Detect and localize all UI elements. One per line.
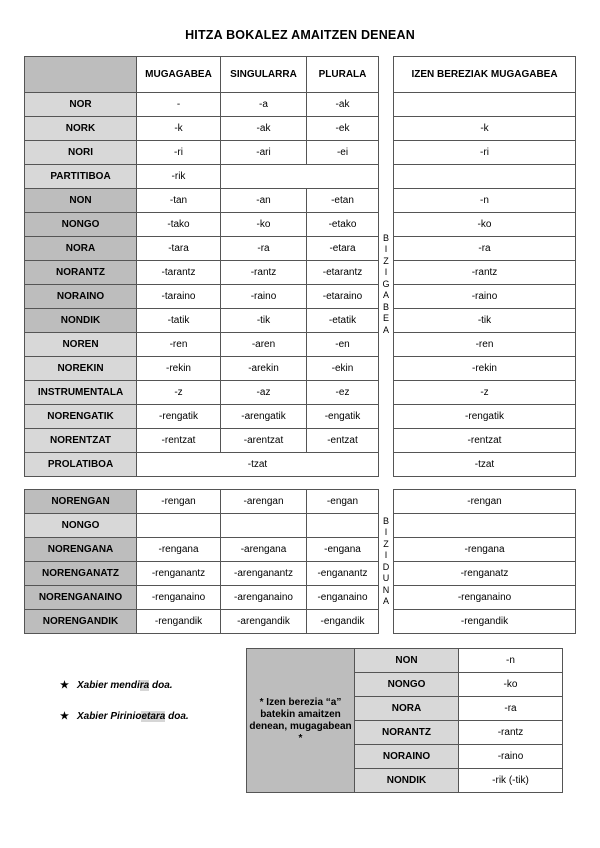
izen-bereziak-cell: -ko (394, 213, 576, 237)
singularra-cell: -arengana (221, 538, 307, 562)
izen-bereziak-cell: -rengatik (394, 405, 576, 429)
case-label: NOREN (25, 333, 137, 357)
case-label: NONGO (355, 673, 459, 697)
singularra-cell: -raino (221, 285, 307, 309)
header-plurala: PLURALA (307, 57, 379, 93)
star-icon: ★ (60, 680, 69, 691)
case-label: NORENGANA (25, 538, 137, 562)
table-row (25, 357, 576, 381)
table-row (247, 649, 563, 673)
declension-table-bizigabea (24, 56, 576, 477)
izen-bereziak-cell: -ren (394, 333, 576, 357)
vertical-letter: I (384, 244, 388, 255)
singularra-cell (221, 514, 307, 538)
mugagabea-cell: -tan (137, 189, 221, 213)
mugagabea-cell: -rik (137, 165, 221, 189)
izen-bereziak-cell: -raino (394, 285, 576, 309)
header-singularra: SINGULARRA (221, 57, 307, 93)
plurala-cell: -entzat (307, 429, 379, 453)
mugagabea-cell: -rentzat (137, 429, 221, 453)
izen-bereziak-cell: -z (394, 381, 576, 405)
case-label: NORAINO (355, 745, 459, 769)
case-label: NORAINO (25, 285, 137, 309)
star-icon: ★ (60, 711, 69, 722)
izen-bereziak-cell: -renganaino (394, 586, 576, 610)
case-label: NOREKIN (25, 357, 137, 381)
mugagabea-cell: -tara (137, 237, 221, 261)
header-row (25, 57, 576, 93)
izen-bereziak-cell: -ra (394, 237, 576, 261)
mugagabea-cell: -tarantz (137, 261, 221, 285)
izen-bereziak-cell: -rentzat (394, 429, 576, 453)
vertical-letter: Z (383, 538, 389, 549)
value-cell: -rantz (459, 721, 563, 745)
mugagabea-cell: -rengana (137, 538, 221, 562)
header-corner (25, 57, 137, 93)
izen-bereziak-cell (394, 93, 576, 117)
mugagabea-cell (137, 514, 221, 538)
singularra-cell: -arengan (221, 490, 307, 514)
table-row (25, 514, 576, 538)
table-row (25, 538, 576, 562)
table-row (25, 381, 576, 405)
mugagabea-cell: -tatik (137, 309, 221, 333)
case-label: NORENGANAINO (25, 586, 137, 610)
plurala-cell: -etara (307, 237, 379, 261)
mugagabea-cell: -ri (137, 141, 221, 165)
singularra-cell: -ari (221, 141, 307, 165)
table-row (25, 453, 576, 477)
value-cell: -raino (459, 745, 563, 769)
singularra-cell: -ko (221, 213, 307, 237)
singularra-cell: -arengatik (221, 405, 307, 429)
izen-bereziak-cell: -k (394, 117, 576, 141)
table-row (25, 309, 576, 333)
plurala-cell: -etatik (307, 309, 379, 333)
value-cell: -ko (459, 673, 563, 697)
empty-cell (221, 165, 379, 189)
case-label: NON (355, 649, 459, 673)
mugagabea-cell: -taraino (137, 285, 221, 309)
case-label: PROLATIBOA (25, 453, 137, 477)
izen-bereziak-cell: -rantz (394, 261, 576, 285)
table-row (25, 93, 576, 117)
plurala-cell: -etako (307, 213, 379, 237)
plurala-cell: -ek (307, 117, 379, 141)
value-cell: -ra (459, 697, 563, 721)
singularra-cell: -ra (221, 237, 307, 261)
plurala-cell (307, 514, 379, 538)
singularra-cell: -tik (221, 309, 307, 333)
singularra-cell: -an (221, 189, 307, 213)
case-label: NONDIK (25, 309, 137, 333)
plurala-cell: -enganaino (307, 586, 379, 610)
mugagabea-cell: -rengandik (137, 610, 221, 634)
vertical-letter: I (384, 267, 388, 278)
plurala-cell: -engandik (307, 610, 379, 634)
plurala-cell: -enganantz (307, 562, 379, 586)
izen-bereziak-cell: -ri (394, 141, 576, 165)
vertical-letter: N (382, 584, 390, 595)
case-label: NORANTZ (355, 721, 459, 745)
case-label: PARTITIBOA (25, 165, 137, 189)
vertical-label (379, 93, 394, 477)
mugagabea-cell: -rengatik (137, 405, 221, 429)
value-cell: -rik (-tik) (459, 769, 563, 793)
prolatiboa-cell: -tzat (137, 453, 379, 477)
table-row (25, 586, 576, 610)
case-label: NORANTZ (25, 261, 137, 285)
case-label: NORENGATIK (25, 405, 137, 429)
table-row (25, 429, 576, 453)
case-label: NORK (25, 117, 137, 141)
plurala-cell: -ekin (307, 357, 379, 381)
vertical-letter: B (382, 232, 389, 243)
vertical-letter: Z (383, 255, 389, 266)
examples (60, 680, 189, 742)
example-2: ★ Xabier Pirinioetara doa. (60, 711, 189, 722)
vertical-letter: A (382, 290, 389, 301)
mugagabea-cell: -k (137, 117, 221, 141)
header-izen-bereziak: IZEN BEREZIAK MUGAGABEA (394, 57, 576, 93)
izen-bereziak-cell: -n (394, 189, 576, 213)
mugagabea-cell: -tako (137, 213, 221, 237)
note-text: * Izen berezia “a” batekin amaitzen denean, mugagabean * (247, 649, 355, 793)
table-row (25, 261, 576, 285)
case-label: NONDIK (355, 769, 459, 793)
table-row (25, 610, 576, 634)
izen-bereziak-cell: -rengan (394, 490, 576, 514)
vertical-letter: A (382, 324, 389, 335)
value-cell: -n (459, 649, 563, 673)
singularra-cell: -arentzat (221, 429, 307, 453)
case-label: NOR (25, 93, 137, 117)
case-label: NONGO (25, 514, 137, 538)
table-row (25, 141, 576, 165)
vertical-letter: E (382, 313, 389, 324)
case-label: NORI (25, 141, 137, 165)
izen-bereziak-cell: -renganatz (394, 562, 576, 586)
izen-bereziak-cell: -rengandik (394, 610, 576, 634)
izen-bereziak-cell: -tik (394, 309, 576, 333)
singularra-cell: -a (221, 93, 307, 117)
izen-bereziak-cell (394, 165, 576, 189)
mugagabea-cell: -rekin (137, 357, 221, 381)
table-row (25, 165, 576, 189)
izen-bereziak-cell: -rekin (394, 357, 576, 381)
table-row (25, 562, 576, 586)
table-row (25, 117, 576, 141)
mugagabea-cell: -rengan (137, 490, 221, 514)
case-label: NORENGANDIK (25, 610, 137, 634)
singularra-cell: -aren (221, 333, 307, 357)
case-label: NORENGANATZ (25, 562, 137, 586)
izen-bereziak-cell: -tzat (394, 453, 576, 477)
case-label: INSTRUMENTALA (25, 381, 137, 405)
vertical-letter: I (384, 550, 388, 560)
plurala-cell: -engan (307, 490, 379, 514)
mugagabea-cell: - (137, 93, 221, 117)
table-row (25, 189, 576, 213)
mugagabea-cell: -ren (137, 333, 221, 357)
vertical-letter: A (382, 596, 389, 606)
plurala-cell: -etarantz (307, 261, 379, 285)
page-title: HITZA BOKALEZ AMAITZEN DENEAN (185, 28, 415, 42)
plurala-cell: -etaraino (307, 285, 379, 309)
singularra-cell: -arengandik (221, 610, 307, 634)
mugagabea-cell: -renganaino (137, 586, 221, 610)
plurala-cell: -ez (307, 381, 379, 405)
table-row (25, 333, 576, 357)
table-row (25, 490, 576, 514)
declension-table-bizidunak (24, 489, 576, 634)
note-table (246, 648, 563, 793)
table-row (25, 405, 576, 429)
singularra-cell: -arenganantz (221, 562, 307, 586)
vertical-letter: D (382, 561, 390, 572)
case-label: NORENTZAT (25, 429, 137, 453)
table-row (25, 213, 576, 237)
vertical-letter: I (384, 527, 388, 537)
vertical-letter: B (382, 301, 389, 312)
plurala-cell: -engatik (307, 405, 379, 429)
izen-bereziak-cell: -rengana (394, 538, 576, 562)
plurala-cell: -ak (307, 93, 379, 117)
singularra-cell: -ak (221, 117, 307, 141)
vertical-letter: B (382, 515, 389, 526)
case-label: NONGO (25, 213, 137, 237)
izen-bereziak-cell (394, 514, 576, 538)
case-label: NORA (355, 697, 459, 721)
mugagabea-cell: -renganantz (137, 562, 221, 586)
plurala-cell: -engana (307, 538, 379, 562)
singularra-cell: -arenganaino (221, 586, 307, 610)
gap (379, 57, 394, 93)
mugagabea-cell: -z (137, 381, 221, 405)
plurala-cell: -etan (307, 189, 379, 213)
vertical-letter: U (382, 573, 390, 583)
vertical-label (379, 490, 394, 634)
case-label: NON (25, 189, 137, 213)
vertical-letter: G (382, 278, 390, 289)
singularra-cell: -rantz (221, 261, 307, 285)
plurala-cell: -en (307, 333, 379, 357)
table-row (25, 237, 576, 261)
case-label: NORA (25, 237, 137, 261)
plurala-cell: -ei (307, 141, 379, 165)
header-mugagabea: MUGAGABEA (137, 57, 221, 93)
example-1: ★ Xabier mendira doa. (60, 680, 173, 691)
case-label: NORENGAN (25, 490, 137, 514)
singularra-cell: -az (221, 381, 307, 405)
table-row (25, 285, 576, 309)
singularra-cell: -arekin (221, 357, 307, 381)
